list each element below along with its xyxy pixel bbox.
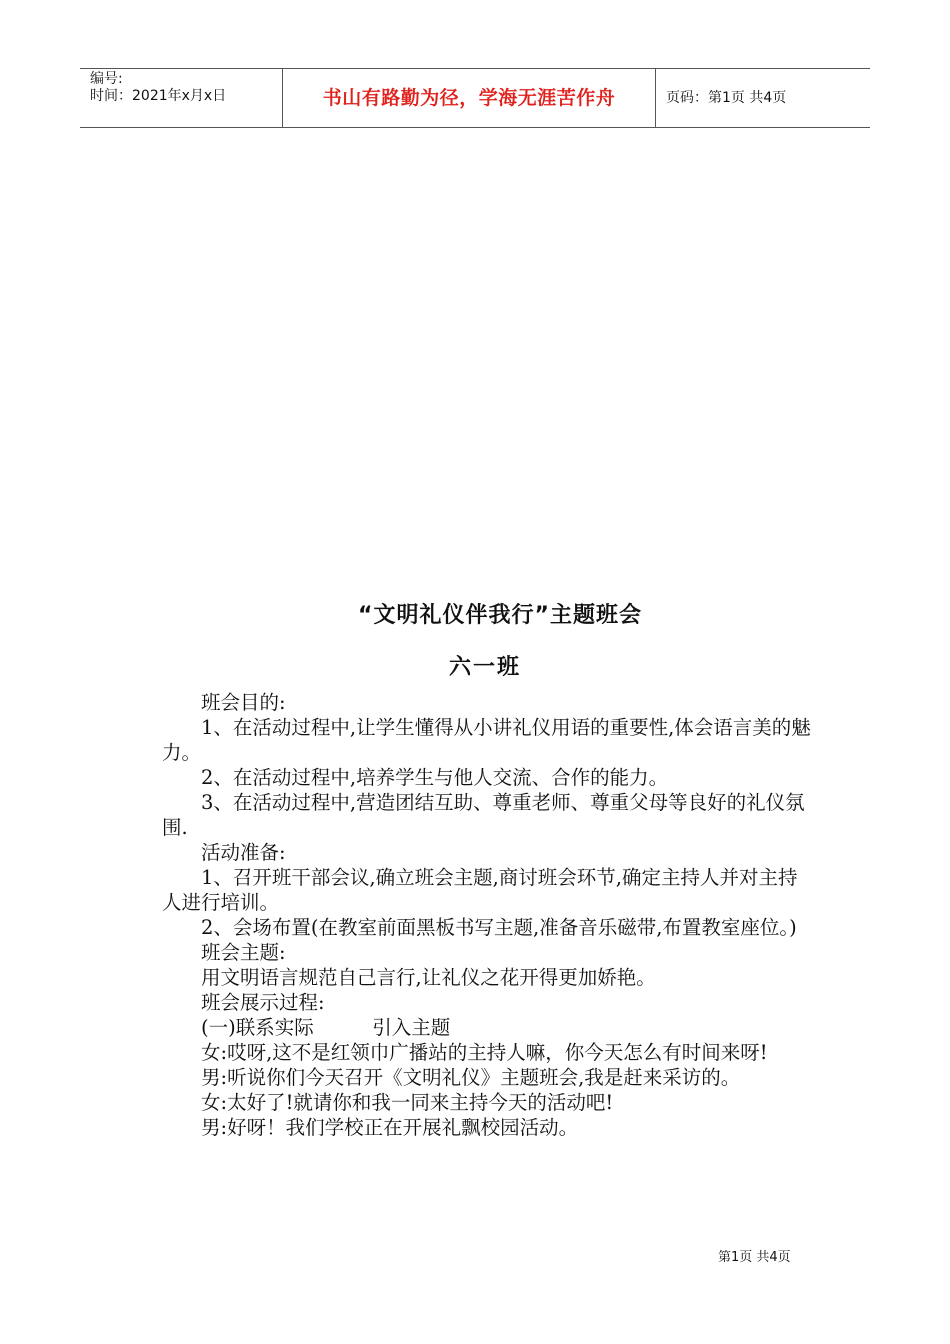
paragraph: 3、在活动过程中,营造团结互助、尊重老师、尊重父母等良好的礼仪氛围.	[162, 791, 805, 839]
page-footer: 第1页 共4页	[718, 1250, 791, 1265]
document-body	[162, 690, 812, 1140]
header-meta	[90, 71, 226, 105]
number-label: 编号:	[90, 71, 123, 87]
paragraph: 女:哎呀,这不是红领巾广播站的主持人嘛，你今天怎么有时间来呀!	[201, 1041, 768, 1064]
paragraph: 1、召开班干部会议,确立班会主题,商讨班会环节,确定主持人并对主持人进行培训。	[162, 866, 798, 914]
paragraph: 2、在活动过程中,培养学生与他人交流、合作的能力。	[201, 766, 669, 789]
paragraph: 活动准备:	[201, 841, 286, 864]
paragraph: 男:好呀！我们学校正在开展礼飘校园活动。	[201, 1116, 579, 1139]
header-page-number: 页码：第1页 共4页	[666, 90, 787, 106]
paragraph: (一)联系实际 引入主题	[201, 1016, 451, 1039]
paragraph: 1、在活动过程中,让学生懂得从小讲礼仪用语的重要性,体会语言美的魅力。	[162, 716, 811, 764]
paragraph: 男:听说你们今天召开《文明礼仪》主题班会,我是赶来采访的。	[201, 1066, 741, 1089]
paragraph: 班会展示过程:	[201, 991, 325, 1014]
paragraph: 用文明语言规范自己言行,让礼仪之花开得更加娇艳。	[201, 966, 656, 989]
paragraph: 班会主题:	[201, 941, 286, 964]
time-label: 时间：2021年x月x日	[90, 88, 227, 104]
document-title: “文明礼仪伴我行”主题班会	[358, 603, 642, 628]
paragraph: 女:太好了!就请你和我一同来主持今天的活动吧!	[201, 1091, 614, 1114]
header-motto: 书山有路勤为径，学海无涯苦作舟	[322, 87, 616, 109]
page-header	[80, 68, 870, 128]
paragraph: 班会目的:	[201, 691, 286, 714]
header-divider	[655, 69, 656, 128]
document-subtitle: 六一班	[448, 655, 521, 680]
paragraph: 2、会场布置(在教室前面黑板书写主题,准备音乐磁带,布置教室座位。)	[201, 916, 797, 939]
